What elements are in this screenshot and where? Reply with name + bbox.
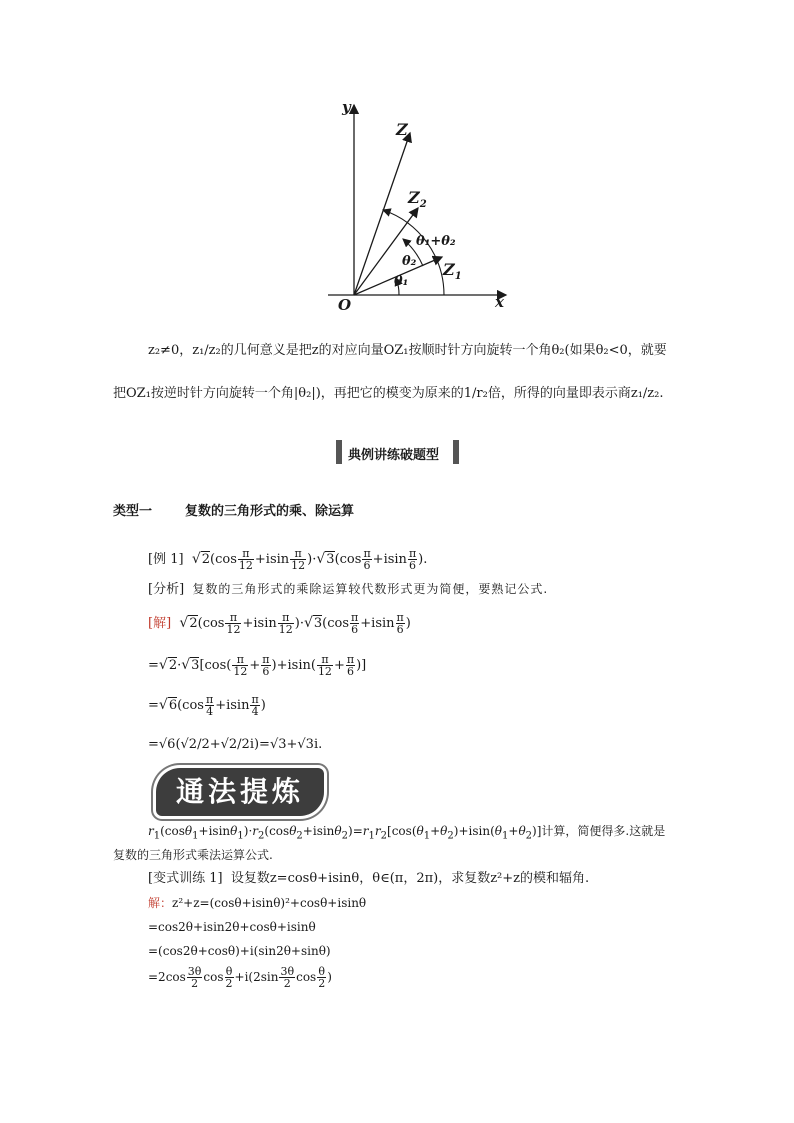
label-z2: $Z_2$: [408, 188, 427, 211]
solution-line-4: =√6(√2/2+√2/2i)=√3+√3i.: [148, 737, 323, 752]
variant-solution-4: =2cos $\frac{3\theta}{2}$ cos $\frac{\theta}{2}$ +i(2sin $\frac{3\theta}{2}$ cos $\frac{\theta}{2}$ ): [148, 965, 332, 990]
summary-line-2: 复数的三角形式乘法运算公式.: [113, 848, 273, 862]
label-z1: $Z_1$: [443, 260, 462, 283]
solution-line-3: =√6(cos $\frac{\pi}{4}$ +isin $\frac{\pi}{4}$ ): [148, 693, 266, 718]
section-bar-right: [453, 440, 459, 464]
arc-theta-sum: [383, 210, 444, 295]
label-y: y: [342, 98, 351, 116]
label-origin: O: [338, 296, 352, 314]
solution-line-1: [解] √2(cos $\frac{\pi}{12}$ +isin $\frac{\pi}{12}$ )·√3(cos $\frac{\pi}{6}$ +isin $\frac{\pi}{6}$ ): [148, 611, 411, 636]
variant-solution-1: 解：z²+z=(cosθ+isinθ)²+cosθ+isinθ: [148, 896, 367, 910]
type-title: 复数的三角形式的乘、除运算: [185, 504, 355, 519]
analysis-line: [分析] 复数的三角形式的乘除运算较代数形式更为简便，要熟记公式.: [148, 582, 549, 597]
summary-line-1: $r_1(\cos\theta_1+isin\theta_1)\cdot r_2(\cos\theta_2+isin\theta_2)=r_1r_2[\cos(\theta_1+\theta_2)+isin(\theta_1+\theta_2)]$计算，简便得多.这就是: [148, 824, 666, 842]
variant-solution-2: =cos2θ+isin2θ+cosθ+isinθ: [148, 920, 316, 934]
vector-z2: [354, 208, 418, 295]
solution-line-2: =√2·√3[cos( $\frac{\pi}{12}$ + $\frac{\pi}{6}$ )+isin( $\frac{\pi}{12}$ + $\frac{\pi}{6}$ )]: [148, 653, 367, 678]
intro-line-2: 把OZ₁按逆时针方向旋转一个角|θ₂|)，再把它的模变为原来的1/r₂倍，所得的向量即表示商z₁/z₂.: [113, 386, 664, 401]
label-z: Z: [396, 120, 408, 139]
method-banner: 通法提炼: [156, 768, 324, 816]
variant-solution-3: =(cos2θ+cosθ)+i(sin2θ+sinθ): [148, 944, 331, 958]
type-label: 类型一: [113, 504, 153, 519]
label-theta-sum: θ₁+θ₂: [416, 234, 456, 249]
section-title: 典例讲练破题型: [348, 448, 440, 463]
label-theta2: θ₂: [402, 254, 417, 269]
label-theta1: θ₁: [394, 274, 409, 289]
variant-question: [变式训练 1] 设复数z=cosθ+isinθ，θ∈(π，2π)，求复数z²+z的模和辐角.: [148, 871, 590, 886]
vector-z: [354, 133, 410, 295]
section-bar-left: [336, 440, 342, 464]
example-1-line: [例 1] √2(cos $\frac{\pi}{12}$ +isin $\frac{\pi}{12}$ )·√3(cos $\frac{\pi}{6}$ +isin $\frac{\pi}{6}$ ).: [148, 547, 428, 572]
label-x: x: [495, 293, 504, 311]
intro-line-1: z₂≠0，z₁/z₂的几何意义是把z的对应向量OZ₁按顺时针方向旋转一个角θ₂(如果θ₂<0，就要: [148, 343, 667, 358]
